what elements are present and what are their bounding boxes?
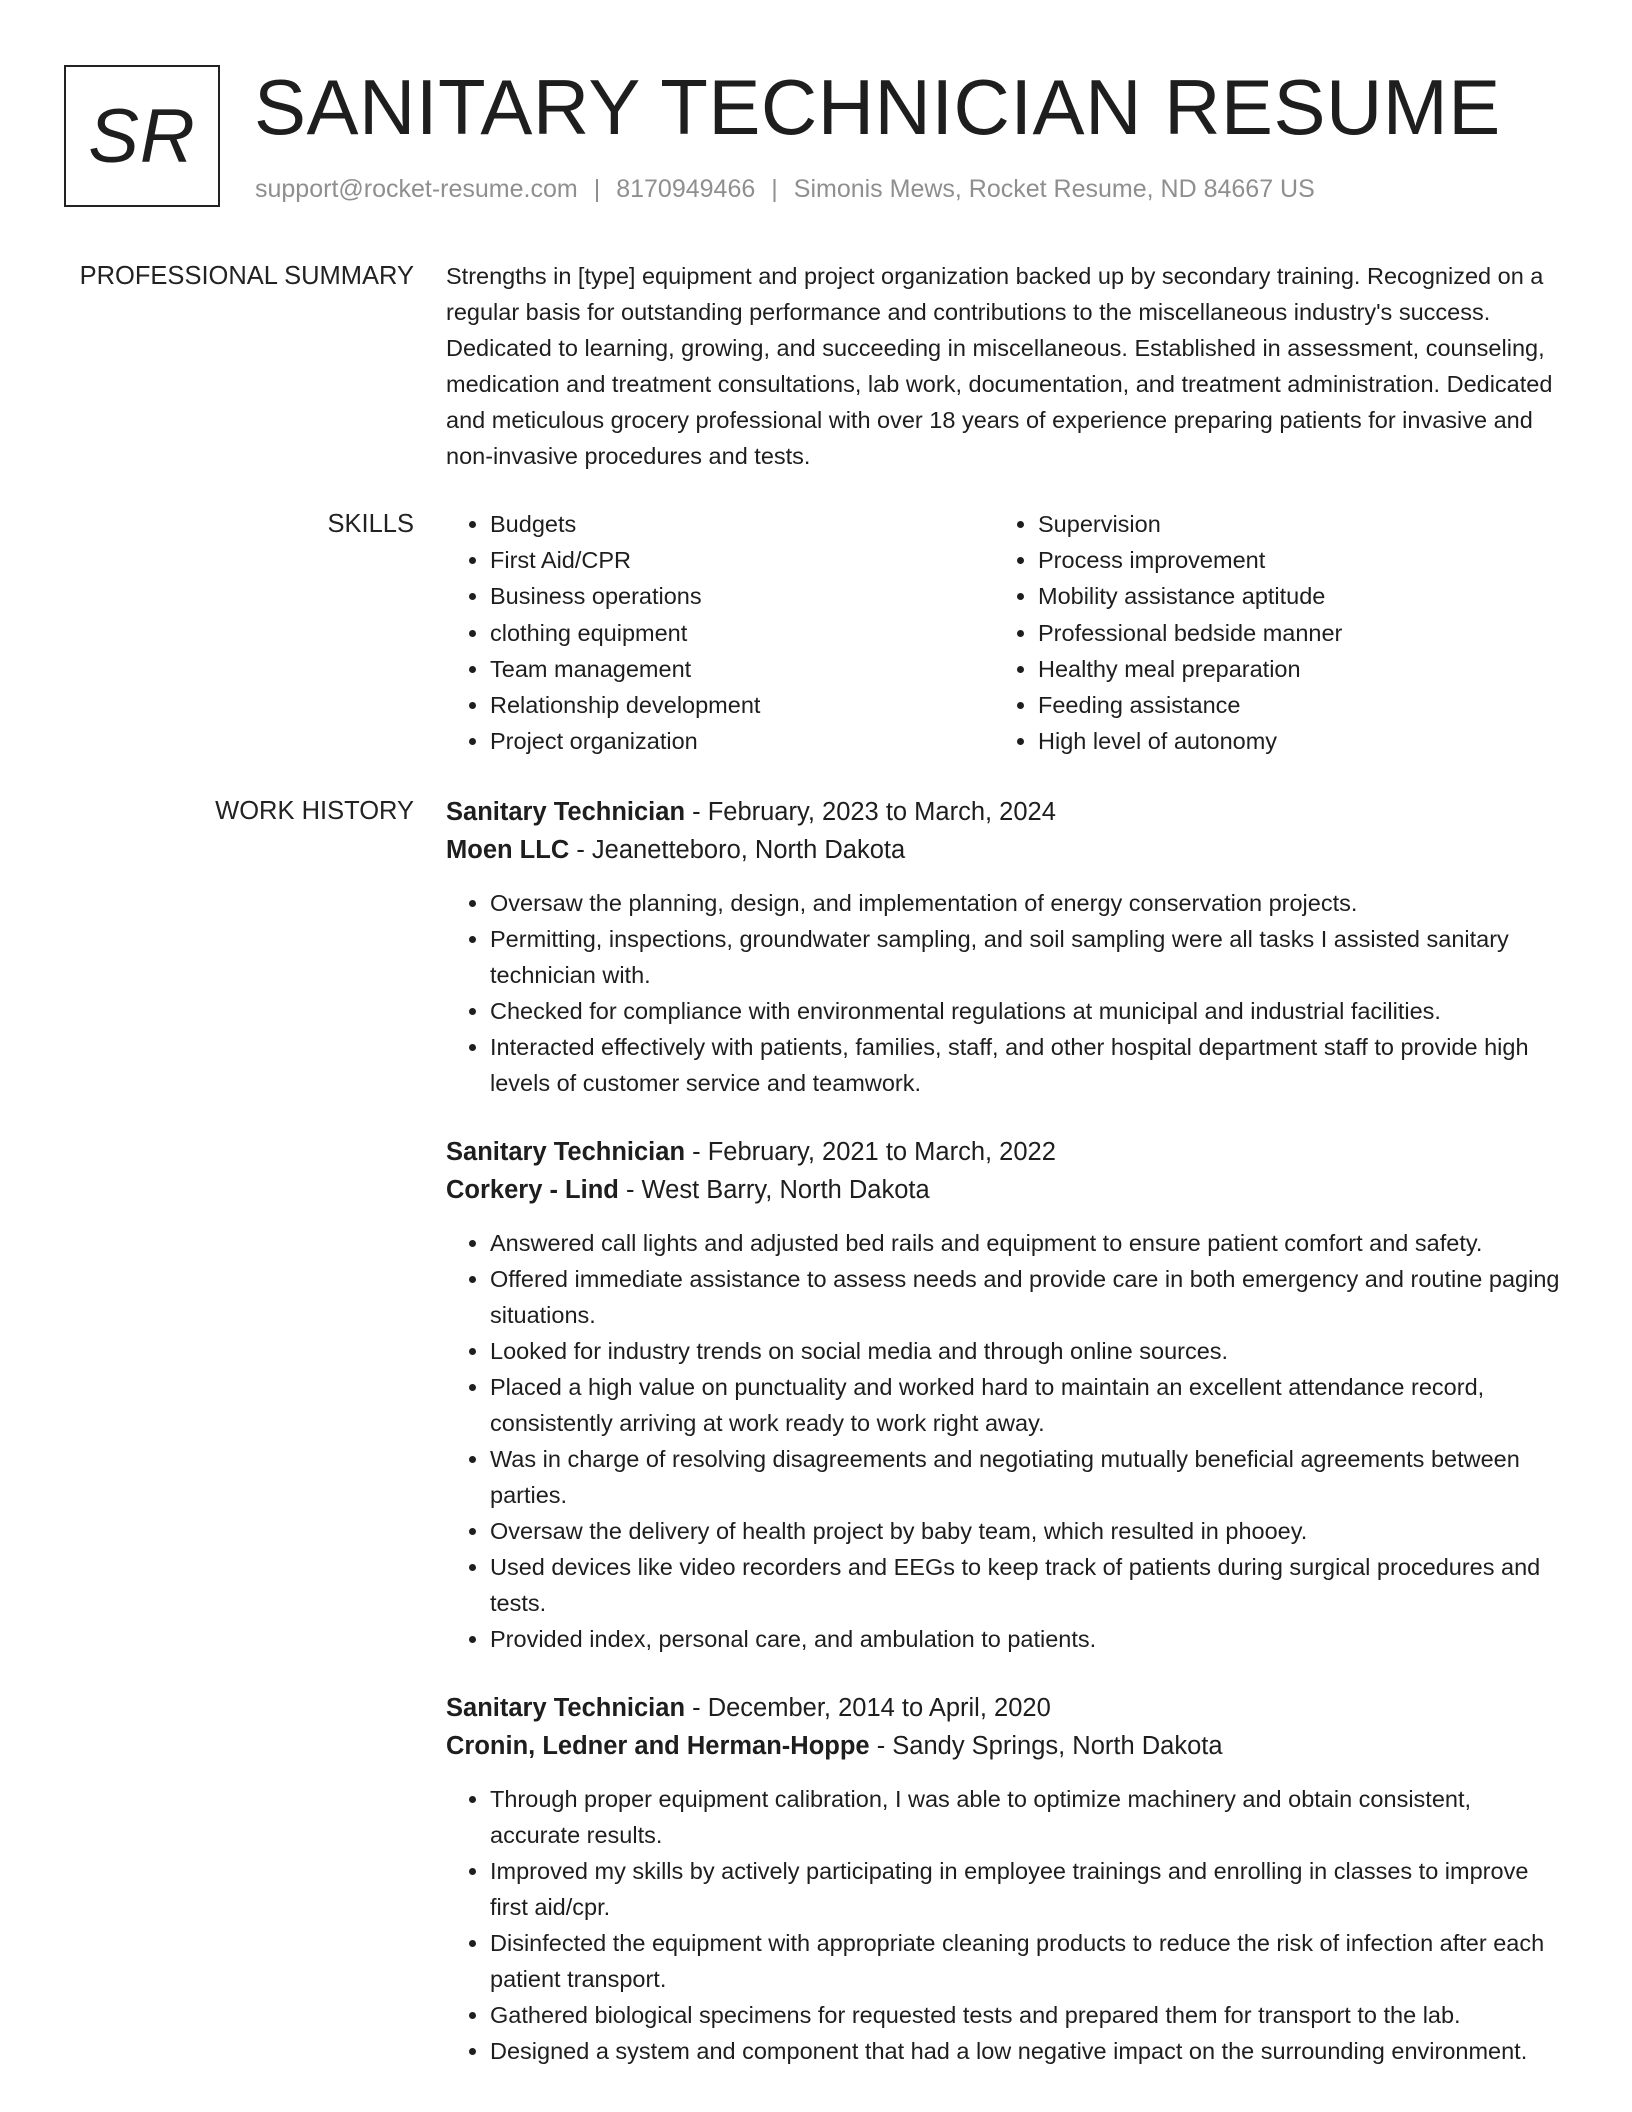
work-history-heading: WORK HISTORY <box>215 797 414 825</box>
work-history-body <box>446 793 1561 2101</box>
contact-separator: | <box>593 175 601 203</box>
summary-heading: PROFESSIONAL SUMMARY <box>79 262 414 290</box>
job-title: Sanitary Technician <box>446 1138 686 1166</box>
job-entry <box>446 793 1561 1101</box>
skill-item: • Professional bedside manner <box>1038 615 1542 651</box>
monogram-logo: SR <box>64 65 220 207</box>
job-bullet: • Improved my skills by actively participating in employee trainings and enrolling in classes to improve first aid/cpr. <box>490 1853 1561 1925</box>
skills-body <box>446 506 1561 759</box>
skill-item: • Mobility assistance aptitude <box>1038 578 1542 614</box>
job-bullet: • Gathered biological specimens for requested tests and prepared them for transport to the lab. <box>490 1997 1561 2033</box>
job-bullet: • Disinfected the equipment with appropriate cleaning products to reduce the risk of infection after each patient transport. <box>490 1925 1561 1997</box>
skill-item: • Feeding assistance <box>1038 687 1542 723</box>
job-location: - Jeanetteboro, North Dakota <box>569 836 906 864</box>
skill-item: • First Aid/CPR <box>490 542 994 578</box>
skills-list-right <box>994 506 1542 759</box>
skill-item: • Process improvement <box>1038 542 1542 578</box>
job-title-line <box>446 793 1561 831</box>
resume-header <box>64 65 1564 210</box>
resume-title: SANITARY TECHNICIAN RESUME <box>254 63 1501 151</box>
job-company-line <box>446 1171 1561 1209</box>
contact-separator: | <box>771 175 778 203</box>
skill-item: • Relationship development <box>490 687 994 723</box>
job-company-line <box>446 831 1561 869</box>
job-bullet: • Checked for compliance with environmental regulations at municipal and industrial facilities. <box>490 993 1561 1029</box>
job-entry <box>446 1689 1561 2069</box>
contact-email[interactable]: support@rocket-resume.com <box>255 175 578 203</box>
contact-address: Simonis Mews, Rocket Resume, ND 84667 US <box>793 175 1315 203</box>
skill-item: • Business operations <box>490 578 994 614</box>
job-company: Cronin, Ledner and Herman-Hoppe <box>446 1732 870 1760</box>
job-bullet: • Placed a high value on punctuality and worked hard to maintain an excellent attendance record, consistently arriving at work ready to work right away. <box>490 1369 1561 1441</box>
skill-item: • Team management <box>490 651 994 687</box>
skills-heading: SKILLS <box>327 510 414 538</box>
job-dates: - February, 2023 to March, 2024 <box>685 798 1056 826</box>
job-bullet: • Through proper equipment calibration, I was able to optimize machinery and obtain consistent, accurate results. <box>490 1781 1561 1853</box>
skill-item: • High level of autonomy <box>1038 723 1542 759</box>
job-title-line <box>446 1133 1561 1171</box>
job-bullet: • Oversaw the delivery of health project by baby team, which resulted in phooey. <box>490 1513 1561 1549</box>
job-bullets <box>446 1781 1561 2069</box>
job-dates: - February, 2021 to March, 2022 <box>685 1138 1056 1166</box>
job-bullets <box>446 885 1561 1101</box>
job-bullet: • Used devices like video recorders and EEGs to keep track of patients during surgical procedures and tests. <box>490 1549 1561 1621</box>
job-title: Sanitary Technician <box>446 798 686 826</box>
skills-grid <box>446 506 1561 759</box>
job-bullet: • Interacted effectively with patients, families, staff, and other hospital department staff to provide high levels of customer service and teamwork. <box>490 1029 1561 1101</box>
skills-list-left <box>446 506 994 759</box>
job-dates: - December, 2014 to April, 2020 <box>685 1694 1051 1722</box>
job-bullet: • Oversaw the planning, design, and implementation of energy conservation projects. <box>490 885 1561 921</box>
job-bullet: • Permitting, inspections, groundwater sampling, and soil sampling were all tasks I assisted sanitary technician with. <box>490 921 1561 993</box>
skill-item: • Healthy meal preparation <box>1038 651 1542 687</box>
job-company: Corkery - Lind <box>446 1176 619 1204</box>
contact-line <box>255 175 1315 204</box>
job-entry <box>446 1133 1561 1657</box>
job-location: - West Barry, North Dakota <box>618 1176 930 1204</box>
skill-item: • clothing equipment <box>490 615 994 651</box>
job-company-line <box>446 1727 1561 1765</box>
job-bullet: • Was in charge of resolving disagreements and negotiating mutually beneficial agreements between parties. <box>490 1441 1561 1513</box>
skill-item: • Project organization <box>490 723 994 759</box>
job-bullet: • Provided index, personal care, and ambulation to patients. <box>490 1621 1561 1657</box>
summary-body <box>446 258 1561 474</box>
job-title-line <box>446 1689 1561 1727</box>
skill-item: • Budgets <box>490 506 994 542</box>
job-location: - Sandy Springs, North Dakota <box>869 1732 1223 1760</box>
skill-item: • Supervision <box>1038 506 1542 542</box>
job-title: Sanitary Technician <box>446 1694 686 1722</box>
job-bullet: • Offered immediate assistance to assess needs and provide care in both emergency and routine paging situations. <box>490 1261 1561 1333</box>
contact-phone[interactable]: 8170949466 <box>616 175 756 203</box>
job-company: Moen LLC <box>446 836 570 864</box>
job-bullet: • Designed a system and component that had a low negative impact on the surrounding environment. <box>490 2033 1561 2069</box>
job-bullets <box>446 1225 1561 1657</box>
summary-text: Strengths in [type] equipment and project organization backed up by secondary training. Recognized on a regular basis for outstanding performance and contributions to the miscellaneous industry's success. Dedicated to learning, growing, and succeeding in miscellaneous. Established in assessment, counseling, medication and treatment consultations, lab work, documentation, and treatment administration. Dedicated and meticulous grocery professional with over 18 years of experience preparing patients for invasive and non-invasive procedures and tests. <box>446 263 1553 469</box>
job-bullet: • Looked for industry trends on social media and through online sources. <box>490 1333 1561 1369</box>
job-bullet: • Answered call lights and adjusted bed rails and equipment to ensure patient comfort and safety. <box>490 1225 1561 1261</box>
